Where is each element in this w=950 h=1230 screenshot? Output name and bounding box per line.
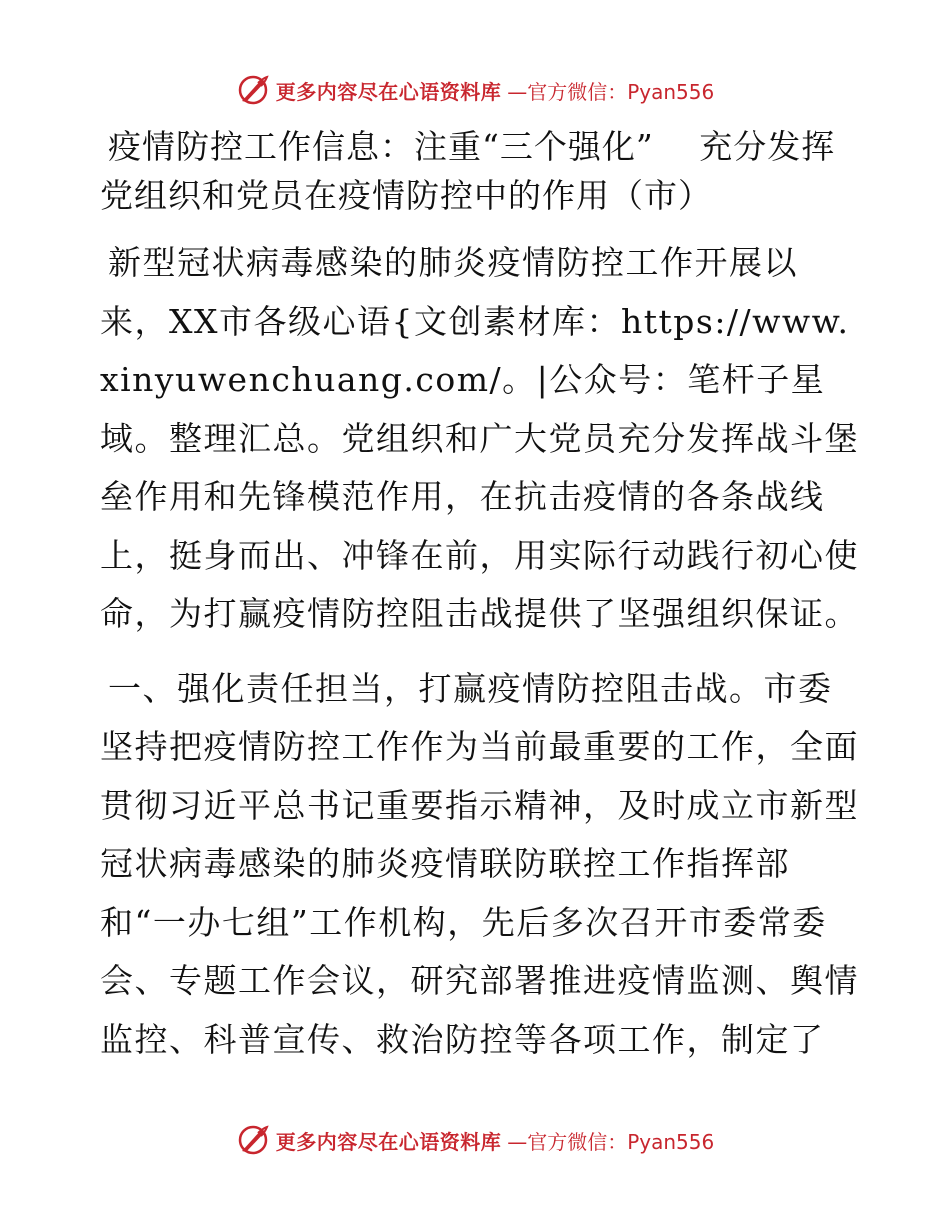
footer-banner [0,1120,950,1160]
paragraph-section-one: 一、强化责任担当，打赢疫情防控阻击战。市委坚持把疫情防控工作作为当前最重要的工作，全面贯彻习近平总书记重要指示精神，及时成立市新型冠状病毒感染的肺炎疫情联防联控工作指挥部和“一办七组”工作机构，先后多次召开市委常委会、专题工作会议，研究部署推进疫情监测、舆情监控、科普宣传、救治防控等各项工作，制定了 [100,668,859,1059]
document-title: 疫情防控工作信息：注重“三个强化” 充分发挥党组织和党员在疫情防控中的作用（市） [100,127,836,215]
banner-wechat-text: —官方微信：Pyan556 [507,1129,715,1154]
header-banner [0,70,950,110]
banner-lead-text: 更多内容尽在心语资料库 [275,1129,502,1154]
quill-pen-logo-icon [236,1123,270,1157]
banner-wechat-text: —官方微信：Pyan556 [507,79,715,104]
quill-pen-logo-icon [236,73,270,107]
banner-lead-text: 更多内容尽在心语资料库 [275,79,502,104]
paragraph-intro: 新型冠状病毒感染的肺炎疫情防控工作开展以来，XX市各级心语{文创素材库：https://www.xinyuwenchuang.com/。|公众号：笔杆子星域。整理汇总。党组织和广大党员充分发挥战斗堡垒作用和先锋模范作用，在抗击疫情的各条战线上，挺身而出、冲锋在前，用实际行动践行初心使命，为打赢疫情防控阻击战提供了坚强组织保证。 [100,243,859,633]
document-body [100,122,860,1069]
